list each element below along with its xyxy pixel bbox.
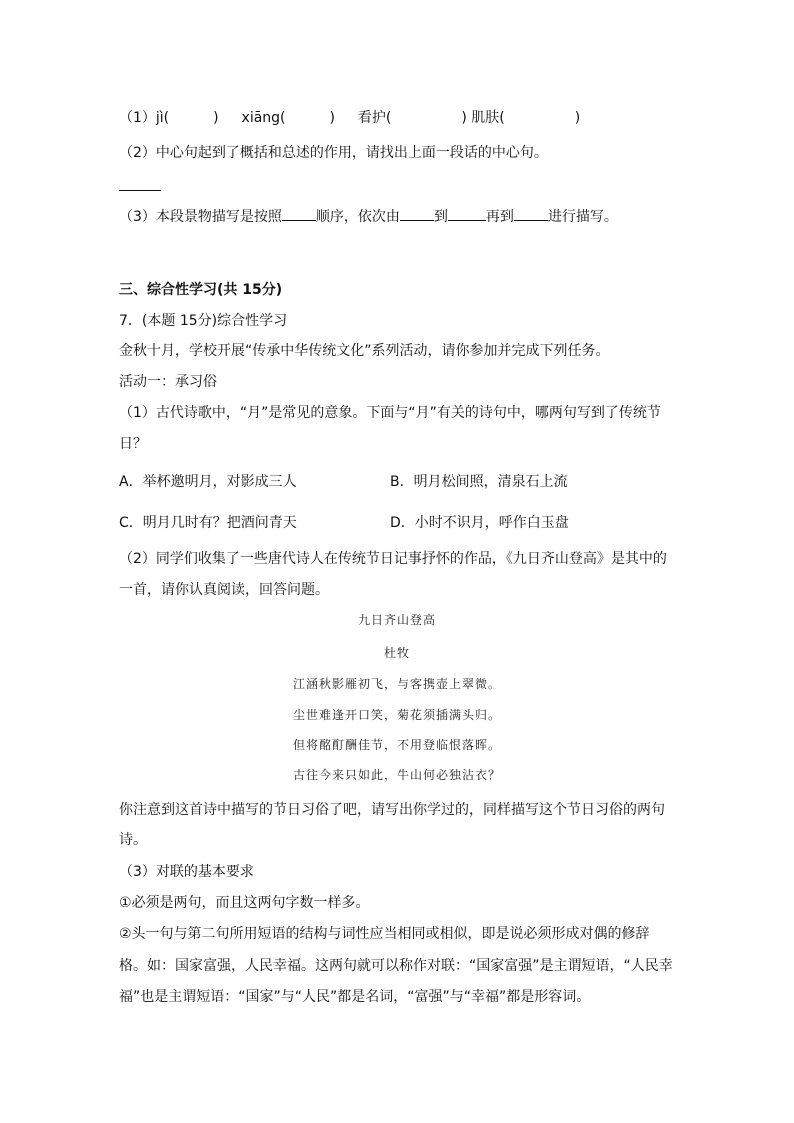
poem-title: 九日齐山登高 (357, 613, 436, 627)
paren-close: ) (329, 110, 335, 126)
poem-question-line1: 你注意到这首诗中描写的节日习俗了吧，请写出你学过的，同样描写这个节日习俗的两句 (119, 802, 665, 818)
q7-intro: 金秋十月，学校开展“传承中华传统文化”系列活动，请你参加并完成下列任务。 (119, 343, 610, 359)
poem-line: 但将酩酊酬佳节，不用登临恨落晖。 (292, 738, 501, 752)
poem-line: 江涵秋影雁初飞，与客携壶上翠微。 (292, 677, 501, 691)
couplet-rule-2-line2: 格。如：国家富强，人民幸福。这两句就可以称作对联：“国家富强”是主谓短语，“人民幸 (119, 958, 673, 974)
q7-sub3: （3）对联的基本要求 (119, 864, 254, 880)
paren-close: ) (574, 110, 581, 126)
q7-sub2-line1: （2）同学们收集了一些唐代诗人在传统节日记事抒怀的作品，《九日齐山登高》是其中的 (119, 551, 667, 567)
poem-line: 古往今来只如此，牛山何必独沾衣？ (292, 768, 501, 782)
q6-sub3-line (119, 206, 618, 227)
word-kanhu: 看护( (357, 110, 392, 126)
answer-line (119, 190, 161, 191)
couplet-rule-2-line1: ②头一句与第二句所用短语的结构与词性应当相同或相似，即是说必须形成对偶的修辞 (119, 926, 650, 942)
couplet-rule-1: ①必须是两句，而且这两句字数一样多。 (119, 895, 370, 911)
answer-blank[interactable] (282, 206, 316, 221)
paren-close: ) (213, 110, 219, 126)
sub3-text-d: 再到 (485, 209, 514, 225)
option-c[interactable]: C．明月几时有？把酒问青天 (119, 515, 297, 531)
pinyin-ji: （1）jì( (119, 110, 170, 126)
sub3-text-c: 到 (433, 209, 448, 225)
word-jifu: 肌肤( (471, 110, 505, 126)
section-title: 三、综合性学习(共 15分) (119, 282, 283, 298)
couplet-rule-2-line3: 福”也是主谓短语：“国家”与“人民”都是名词，“富强”与“幸福”都是形容词。 (119, 989, 591, 1005)
q7-sub1-line2: 日？ (119, 436, 147, 452)
q7-heading: 7．(本题 15分)综合性学习 (119, 313, 288, 329)
option-b[interactable]: B．明月松间照，清泉石上流 (390, 474, 568, 490)
pinyin-xiang: xiāng( (241, 110, 286, 126)
sub3-text-e: 进行描写。 (547, 209, 618, 225)
poem-question-line2: 诗。 (119, 832, 147, 848)
activity-one: 活动一：承习俗 (119, 374, 217, 390)
q6-sub2: （2）中心句起到了概括和总述的作用，请找出上面一段话的中心句。 (119, 145, 548, 161)
paren-close: ) (461, 110, 467, 126)
q7-sub1-line1: （1）古代诗歌中，“月”是常见的意象。下面与“月”有关的诗句中，哪两句写到了传统节 (119, 405, 661, 421)
option-a[interactable]: A．举杯邀明月，对影成三人 (119, 474, 297, 490)
sub3-text-a: （3）本段景物描写是按照 (119, 209, 282, 225)
poem-line: 尘世难逢开口笑，菊花须插满头归。 (292, 708, 501, 722)
answer-blank[interactable] (400, 206, 434, 221)
answer-blank[interactable] (514, 206, 548, 221)
poem-author: 杜牧 (383, 646, 410, 660)
sub3-text-b: 顺序，依次由 (315, 209, 400, 225)
q6-sub1-line (119, 108, 580, 128)
q7-sub2-line2: 一首，请你认真阅读，回答问题。 (119, 582, 329, 598)
answer-blank[interactable] (448, 206, 486, 221)
option-d[interactable]: D．小时不识月，呼作白玉盘 (390, 515, 569, 531)
